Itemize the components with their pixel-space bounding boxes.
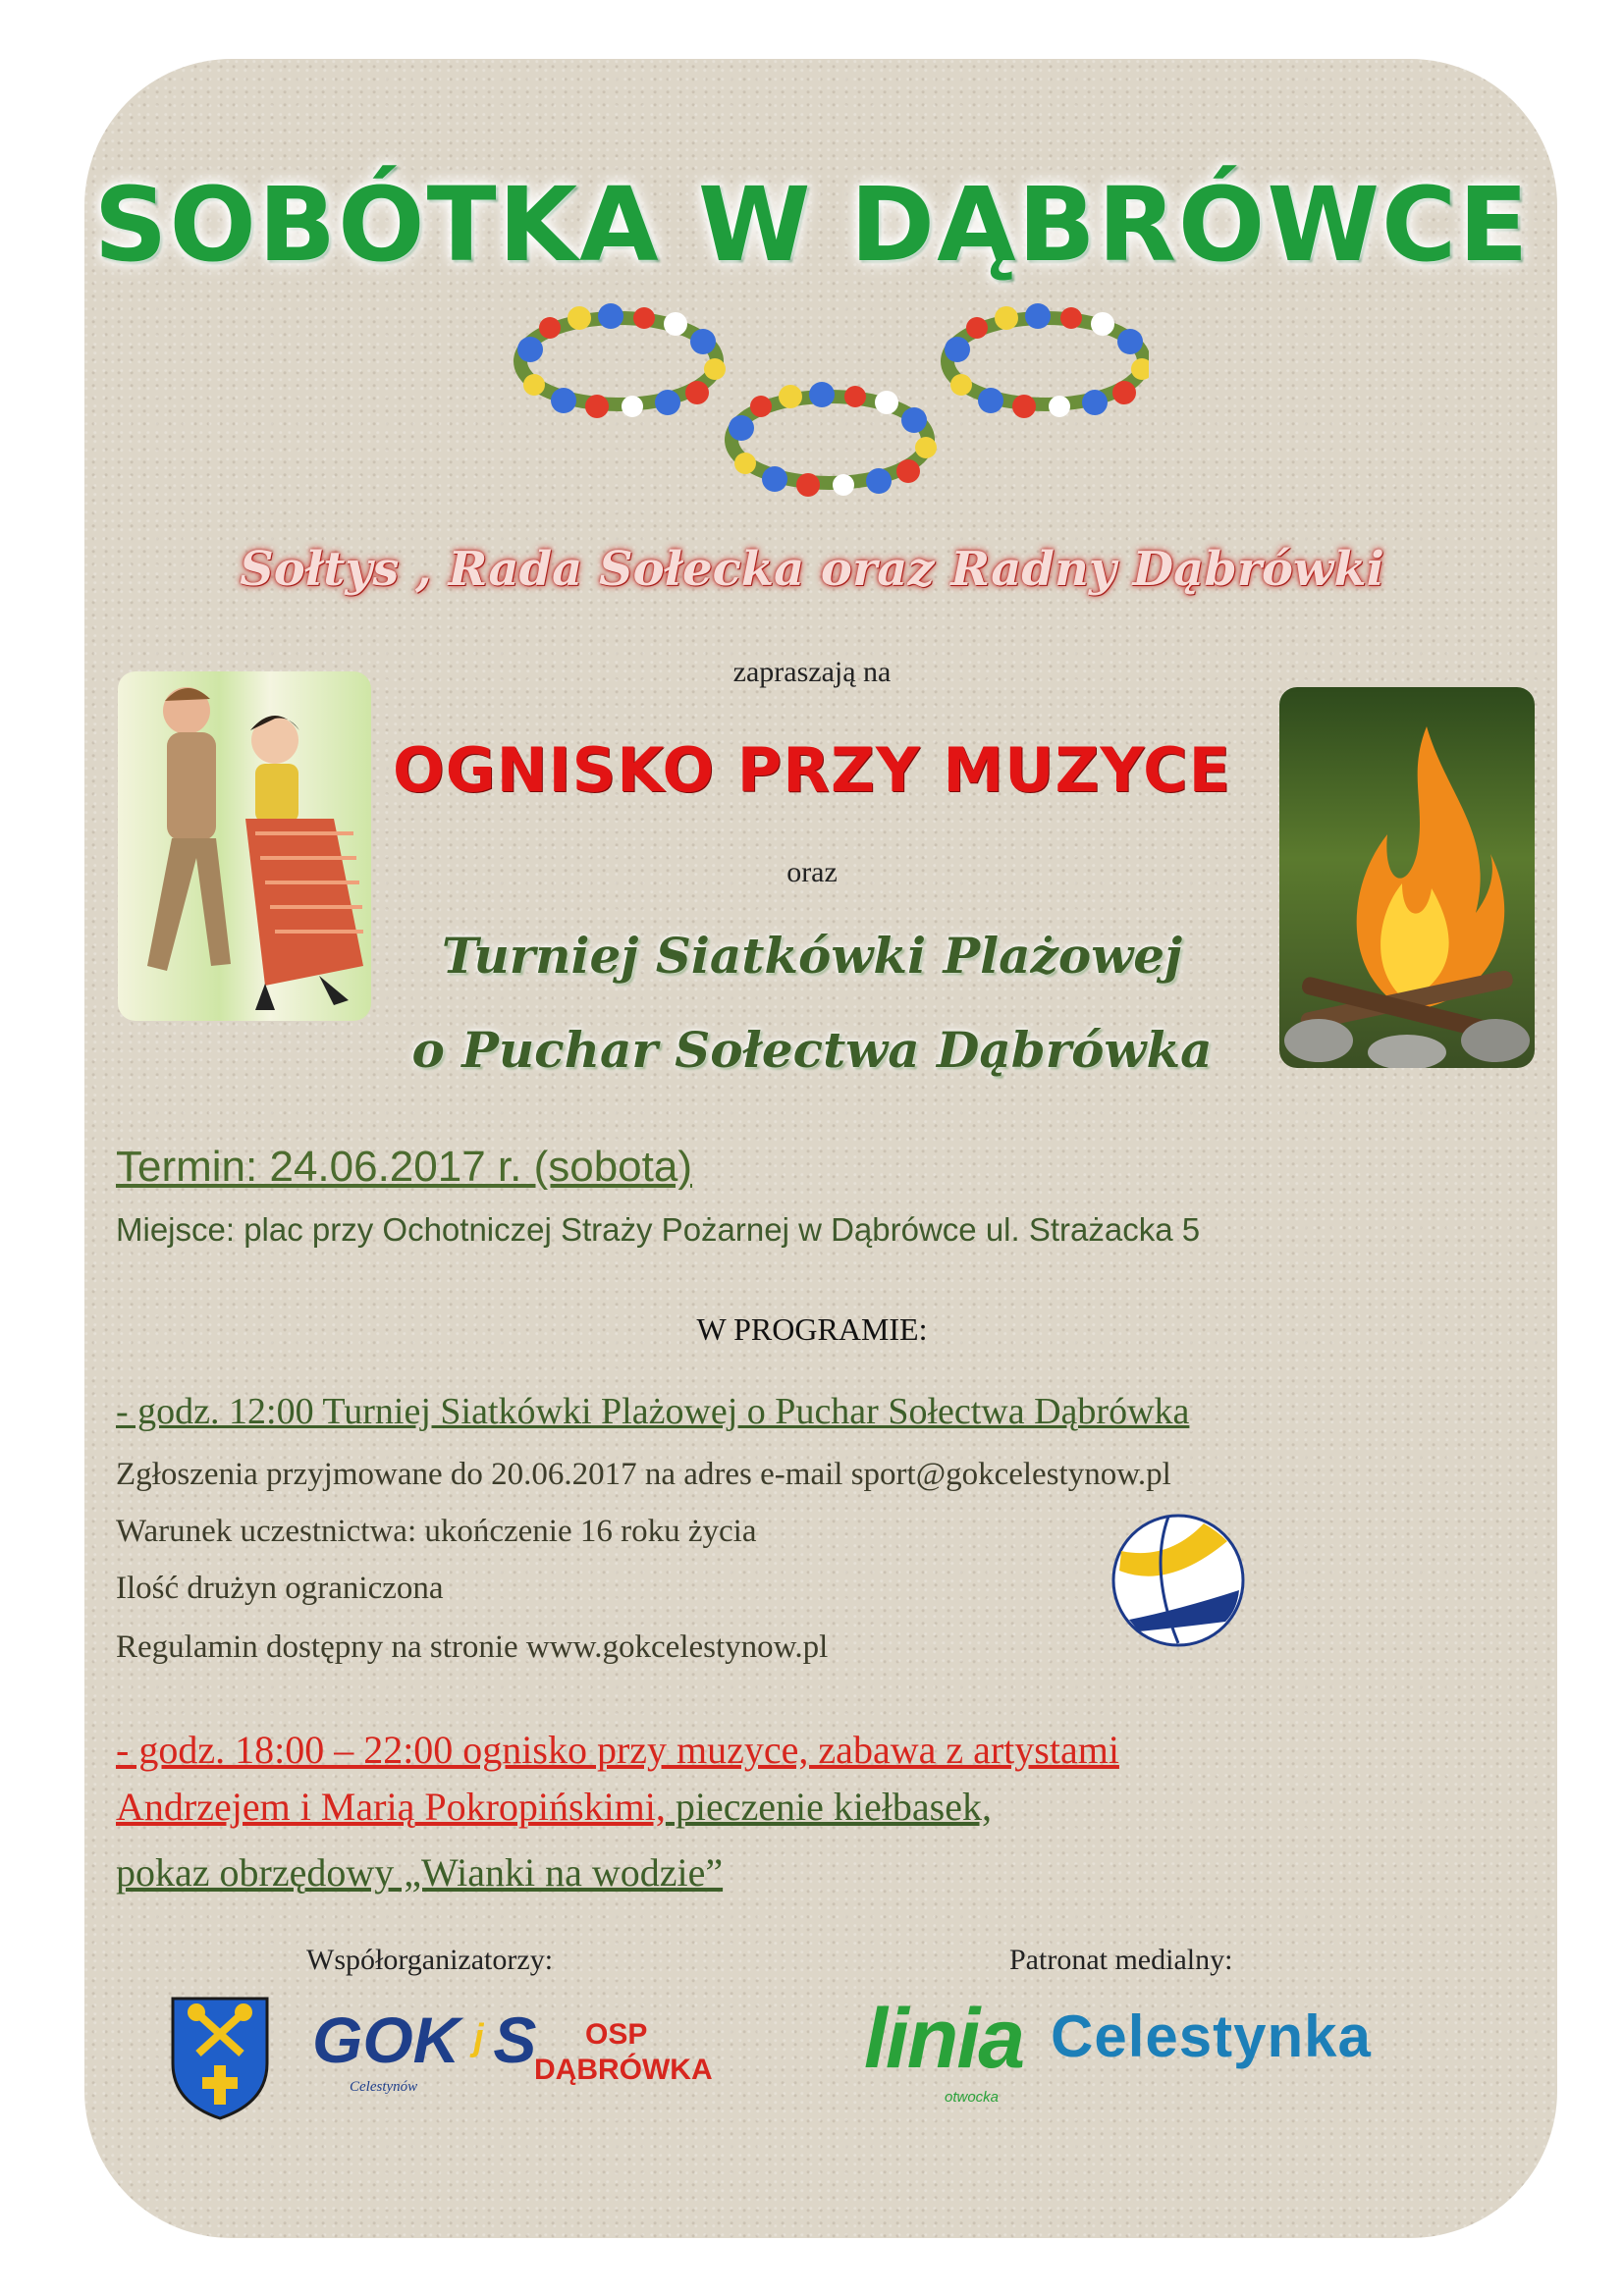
gokis-j-mark: ʲ xyxy=(471,2015,482,2074)
gokis-logo xyxy=(312,2002,536,2077)
celestynka-logo: Celestynka xyxy=(1051,2003,1372,2069)
volleyball-icon xyxy=(1110,1512,1247,1649)
linia-logo: linia xyxy=(864,1992,1024,2086)
event-date: Termin: 24.06.2017 r. (sobota) xyxy=(116,1143,692,1191)
program-heading: W PROGRAMIE: xyxy=(696,1311,928,1347)
coorganizers-label: Współorganizatorzy: xyxy=(306,1944,554,1976)
osp-line1: OSP xyxy=(585,2018,648,2051)
event-main-title: OGNISKO PRZY MUZYCE xyxy=(393,734,1231,806)
event-location: Miejsce: plac przy Ochotniczej Straży Pożarnej w Dąbrówce ul. Strażacka 5 xyxy=(116,1211,1201,1248)
program-item2-line1: - godz. 18:00 – 22:00 ognisko przy muzyce, zabawa z artystami xyxy=(116,1728,1119,1772)
flower-wreath-icon xyxy=(729,382,937,497)
tournament-title-line1: Turniej Siatkówki Plażowej xyxy=(441,927,1183,985)
artists-names: Andrzejem i Marią Pokropińskimi, xyxy=(116,1785,666,1829)
flower-wreath-icon xyxy=(517,303,726,418)
invite-text: zapraszają na xyxy=(732,656,892,688)
gokis-logo-text: GOK xyxy=(312,2003,460,2076)
program-item2-line3: pokaz obrzędowy „Wianki na wodzie” xyxy=(116,1850,724,1895)
program-item2 xyxy=(116,1722,1119,1901)
osp-line2: DĄBRÓWKA xyxy=(534,2054,713,2086)
flower-wreath-icon xyxy=(945,303,1149,418)
program-item1-title: - godz. 12:00 Turniej Siatkówki Plażowej o Puchar Sołectwa Dąbrówka xyxy=(116,1391,1190,1432)
program-item1-detail: Warunek uczestnictwa: ukończenie 16 roku życia xyxy=(116,1514,757,1549)
organizers-subtitle: Sołtys , Rada Sołecka oraz Radny Dąbrówki xyxy=(240,542,1384,597)
linia-subtitle: otwocka xyxy=(945,2089,1000,2106)
coat-of-arms-icon xyxy=(169,1995,271,2122)
program-item1-detail: Ilość drużyn ograniczona xyxy=(116,1571,444,1606)
tournament-title-line2: o Puchar Sołectwa Dąbrówka xyxy=(411,1021,1213,1079)
flower-wreaths xyxy=(511,294,1149,501)
poster-title: SOBÓTKA W DĄBRÓWCE xyxy=(93,165,1531,285)
gokis-logo-s: S xyxy=(493,2003,537,2076)
conjunction-text: oraz xyxy=(786,856,838,888)
sausage-roasting: pieczenie kiełbasek, xyxy=(665,1785,992,1829)
program-item1-detail: Regulamin dostępny na stronie www.gokcelestynow.pl xyxy=(116,1629,829,1665)
program-item2-line2 xyxy=(116,1779,1119,1844)
media-patron-label: Patronat medialny: xyxy=(1009,1944,1233,1976)
program-item1-detail: Zgłoszenia przyjmowane do 20.06.2017 na adres e-mail sport@gokcelestynow.pl xyxy=(116,1457,1171,1492)
gokis-subtitle: Celestynów xyxy=(350,2079,418,2095)
